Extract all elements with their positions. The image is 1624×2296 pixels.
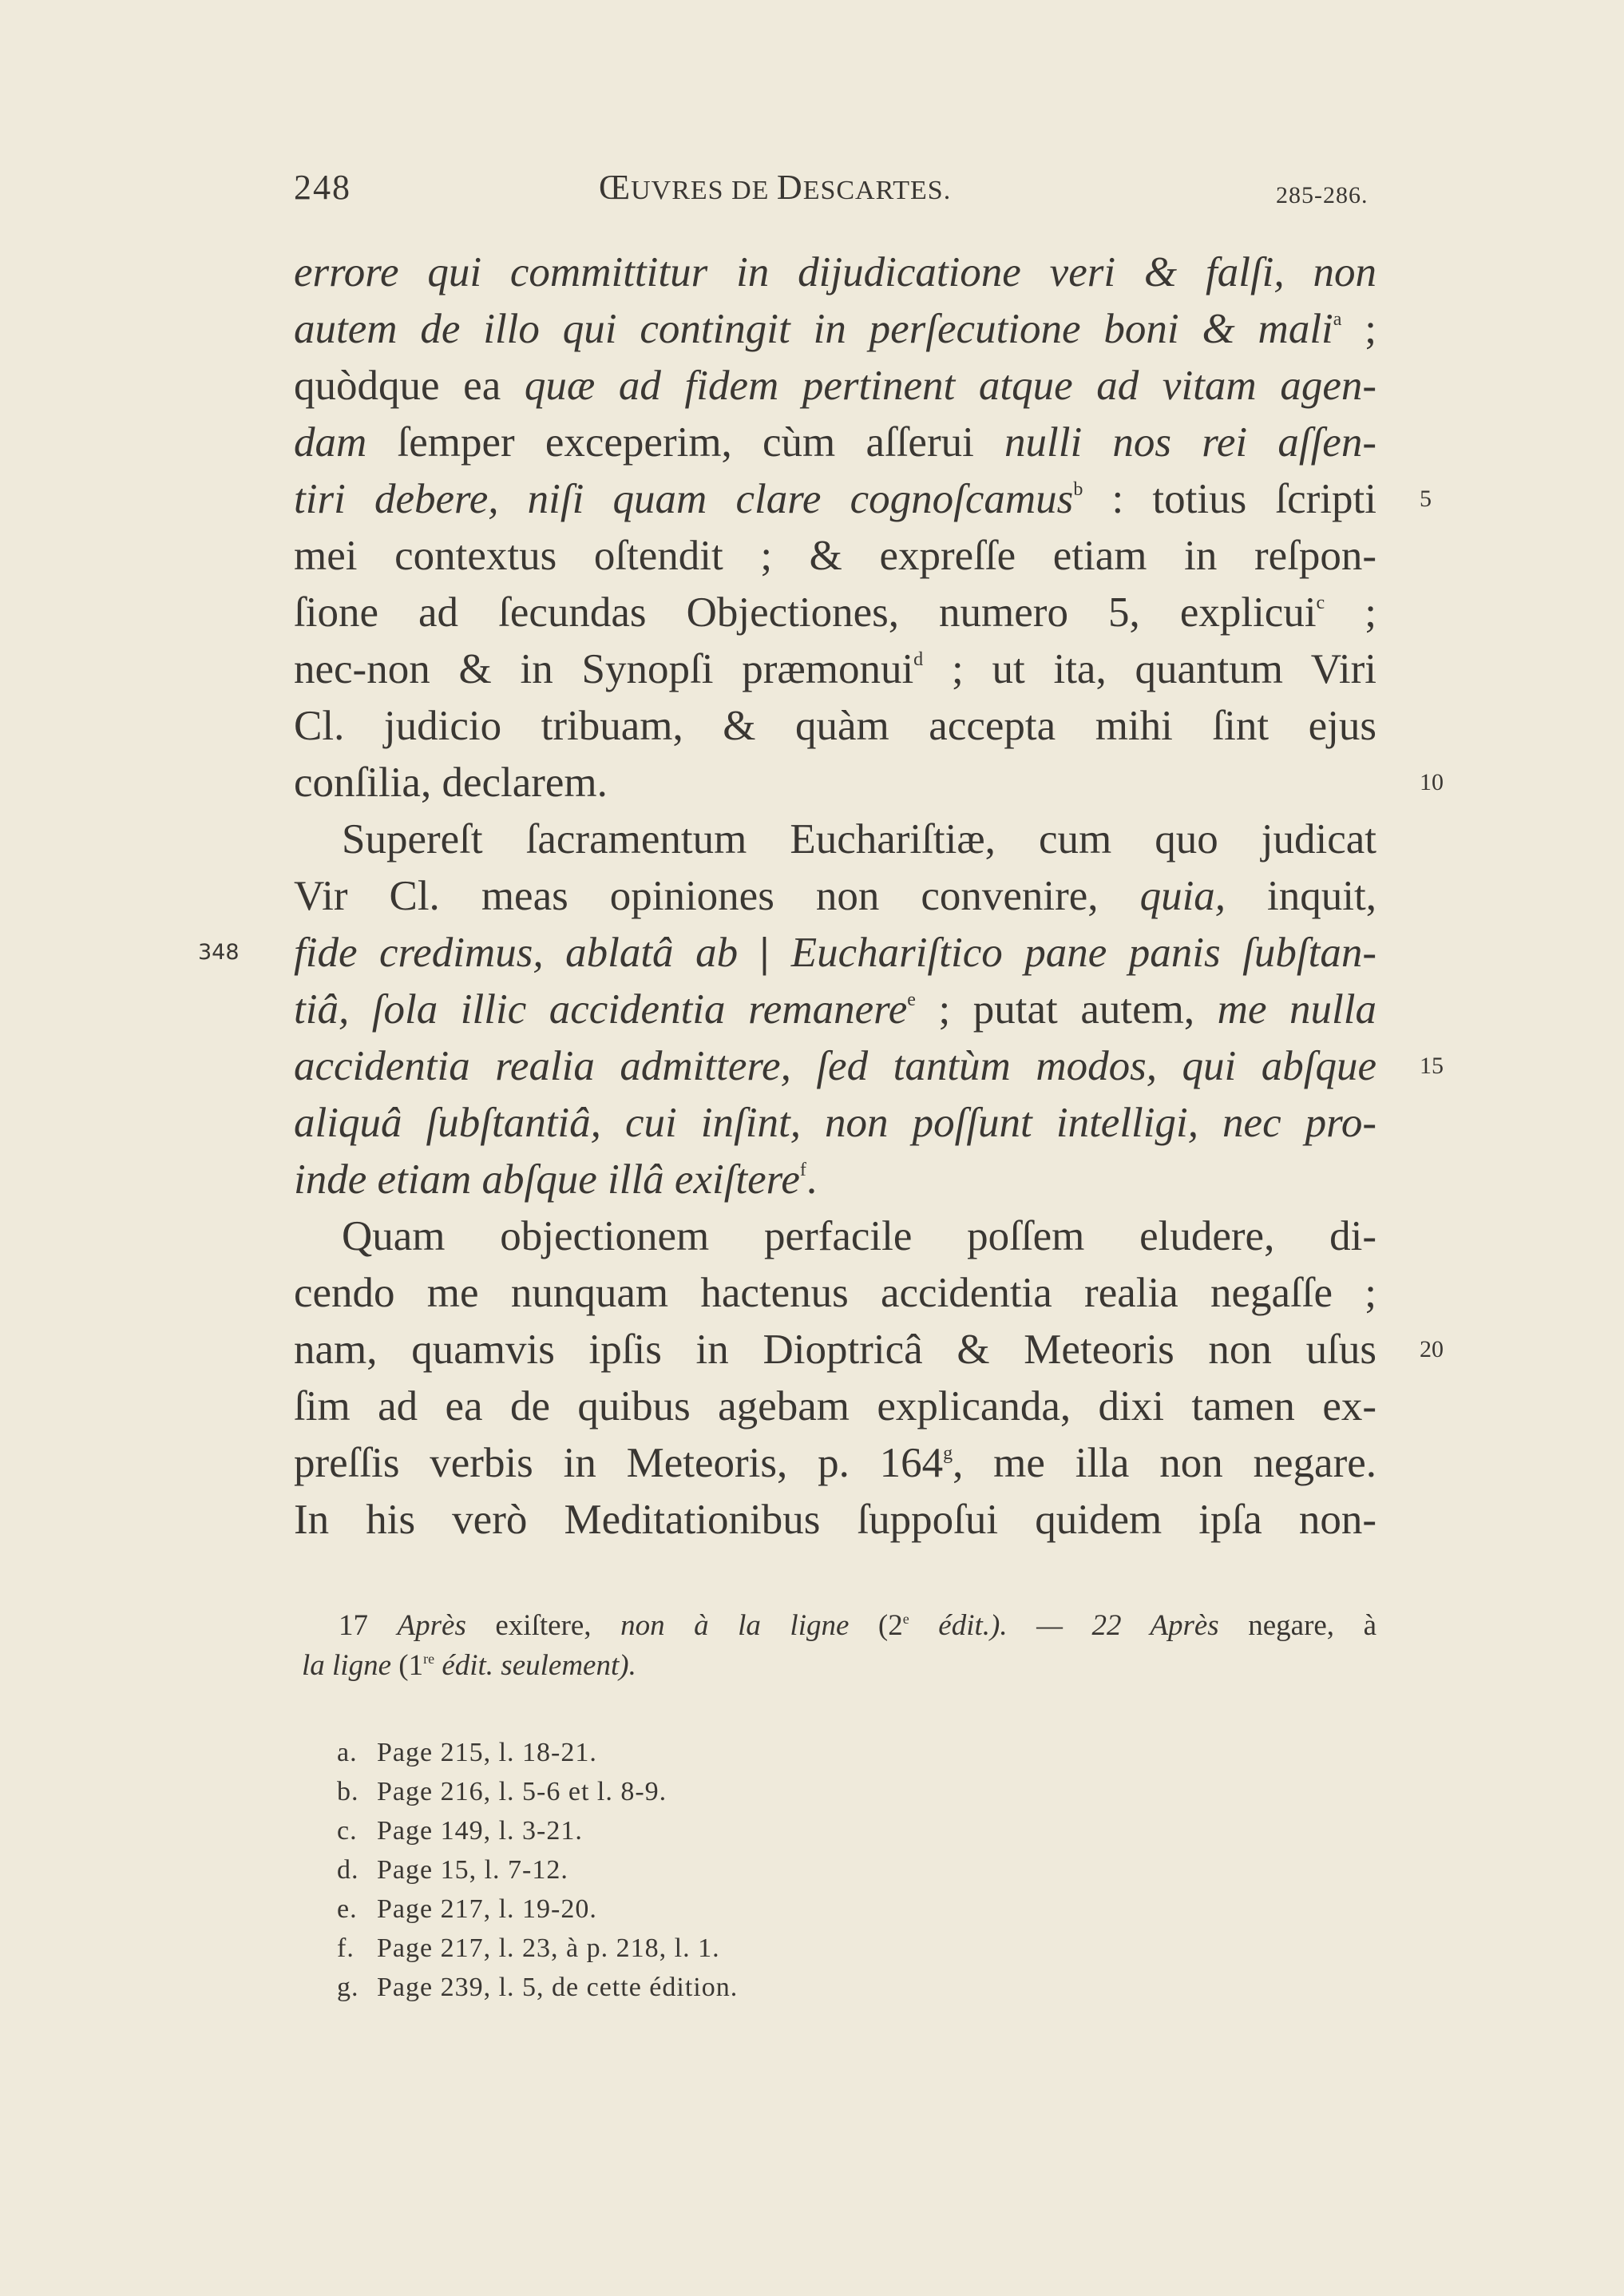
- footnote-ref-b: b: [1073, 479, 1083, 500]
- body-text: mei contextus oſtendit ; & expreſſe etiam in reſpon-: [294, 533, 1376, 579]
- title-initial: Œ: [599, 168, 632, 207]
- variant-text: Après: [1150, 1609, 1219, 1642]
- variant-text: exiſtere,: [465, 1609, 621, 1642]
- body-text: quia,: [1139, 873, 1226, 919]
- body-line-22: [294, 1434, 1376, 1492]
- body-text: tiâ, ſola illic accidentia remanere: [294, 986, 908, 1033]
- body-text: Cl. judicio tribuam, & quàm accepta mihi ſint ejus: [294, 703, 1376, 749]
- footnote-letter: b.: [337, 1777, 359, 1806]
- variant-note-line-1: [339, 1607, 1376, 1645]
- body-text: Supereſt ſacramentum Euchariſtiæ, cum quo judicat: [342, 816, 1376, 862]
- footnote-text: Page 215, l. 18-21.: [377, 1738, 597, 1767]
- body-text: dam: [294, 419, 367, 466]
- variant-text: édit. seulement).: [434, 1649, 636, 1682]
- line-number: 10: [1420, 769, 1444, 795]
- footnote-ref-c: c: [1316, 593, 1325, 613]
- body-text: me nulla: [1217, 986, 1376, 1033]
- body-text: nam, quamvis ipſis in Dioptricâ & Meteoris non uſus: [294, 1326, 1376, 1373]
- body-line-13: [294, 924, 1376, 981]
- body-text: In his verò Meditationibus ſuppoſui quidem ipſa non-: [294, 1497, 1376, 1543]
- footnote-letter: f.: [337, 1933, 355, 1963]
- footnote-e: [337, 1890, 597, 1929]
- body-text: inquit,: [1226, 873, 1376, 919]
- body-line-4: [294, 414, 1376, 471]
- footnote-ref-a: a: [1333, 309, 1342, 330]
- body-line-12: [294, 867, 1376, 925]
- body-text: preſſis verbis in Meteoris, p. 164: [294, 1440, 944, 1486]
- line-number: 20: [1420, 1336, 1444, 1362]
- body-text: .: [806, 1156, 818, 1203]
- margin-reference: 348: [198, 940, 240, 965]
- variant-text: negare, à: [1218, 1609, 1377, 1642]
- body-line-18: [294, 1207, 1376, 1265]
- footnote-text: Page 216, l. 5-6 et l. 8-9.: [377, 1777, 667, 1806]
- footnote-a: [337, 1733, 597, 1772]
- body-text: ; ut ita, quantum Viri: [923, 646, 1376, 692]
- variant-text: 17: [339, 1609, 398, 1642]
- body-text: Vir Cl. meas opiniones non convenire,: [294, 873, 1140, 919]
- body-text: fide credimus, ablatâ ab: [294, 930, 760, 976]
- body-line-8: [294, 640, 1376, 698]
- footnote-f: [337, 1929, 720, 1968]
- page-reference: 285-286.: [1276, 182, 1369, 208]
- footnote-letter: a.: [337, 1738, 358, 1767]
- running-title: [599, 164, 951, 215]
- page-break-marker: |: [759, 930, 770, 976]
- title-part-2: ESCARTES.: [802, 176, 952, 205]
- body-line-20: [294, 1321, 1376, 1378]
- body-line-14: [294, 981, 1376, 1038]
- variant-text: la ligne: [302, 1649, 392, 1682]
- body-text: quòdque ea: [294, 363, 525, 409]
- footnote-ref-d: d: [913, 649, 924, 670]
- body-text: ;: [1341, 306, 1376, 352]
- body-text: nec-non & in Synopſi præmonui: [294, 646, 914, 692]
- body-text: ; putat autem,: [915, 986, 1218, 1033]
- variant-sup: re: [423, 1651, 435, 1667]
- footnote-ref-e: e: [907, 989, 916, 1010]
- body-text: ;: [1325, 589, 1376, 636]
- body-text: inde etiam abſque illâ exiſtere: [294, 1156, 800, 1203]
- footnote-c: [337, 1811, 583, 1850]
- body-line-2: [294, 300, 1376, 358]
- footnote-g: [337, 1968, 738, 2007]
- body-text: Quam objectionem perfacile poſſem eludere, di-: [342, 1213, 1376, 1259]
- title-part-1: UVRES DE: [631, 176, 777, 205]
- variant-text: (1: [391, 1649, 424, 1682]
- body-text: accidentia realia admittere, ſed tantùm modos, qui abſque: [294, 1043, 1376, 1089]
- footnote-letter: g.: [337, 1973, 359, 2002]
- body-line-1: [294, 244, 1376, 301]
- footnote-text: Page 239, l. 5, de cette édition.: [377, 1973, 739, 2002]
- body-line-3: [294, 357, 1376, 414]
- body-text: tiri debere, niſi quam clare cognoſcamus: [294, 476, 1074, 522]
- body-text: ſione ad ſecundas Objectiones, numero 5, explicui: [294, 589, 1317, 636]
- body-text: , me illa non negare.: [953, 1440, 1376, 1486]
- line-number: 5: [1420, 486, 1432, 512]
- page-number: 248: [294, 168, 351, 207]
- body-text: autem de illo qui contingit in perſecutione boni & mali: [294, 306, 1333, 352]
- body-text: quæ ad fidem pertinent atque ad vitam agen-: [524, 363, 1377, 409]
- footnote-d: [337, 1850, 568, 1890]
- body-text: nulli nos rei aſſen-: [1004, 419, 1376, 466]
- body-line-17: [294, 1151, 1376, 1208]
- footnote-letter: e.: [337, 1894, 358, 1924]
- footnote-text: Page 149, l. 3-21.: [377, 1816, 583, 1846]
- footnote-letter: d.: [337, 1855, 359, 1885]
- footnote-text: Page 217, l. 19-20.: [377, 1894, 597, 1924]
- body-line-5: [294, 470, 1376, 528]
- variant-note-line-2: [302, 1647, 1100, 1685]
- footnote-text: Page 217, l. 23, à p. 218, l. 1.: [377, 1933, 720, 1963]
- body-text: : totius ſcripti: [1083, 476, 1376, 522]
- body-line-23: [294, 1491, 1376, 1549]
- body-line-16: [294, 1094, 1376, 1152]
- title-initial-2: D: [776, 168, 803, 207]
- body-text: aliquâ ſubſtantiâ, cui inſint, non poſſunt intelligi, nec pro-: [294, 1100, 1376, 1146]
- body-text: cendo me nunquam hactenus accidentia realia negaſſe ;: [294, 1270, 1376, 1316]
- body-line-21: [294, 1378, 1376, 1435]
- body-line-6: [294, 527, 1376, 585]
- footnote-ref-f: f: [799, 1160, 806, 1180]
- body-line-11: [294, 811, 1376, 868]
- body-line-10: [294, 754, 1376, 811]
- variant-text: (2: [849, 1609, 903, 1642]
- footnote-text: Page 15, l. 7-12.: [377, 1855, 568, 1885]
- body-line-19: [294, 1264, 1376, 1322]
- variant-sup: e: [902, 1611, 909, 1627]
- variant-text: édit.). — 22: [909, 1609, 1151, 1642]
- body-text: ſemper exceperim, cùm aſſerui: [366, 419, 1005, 466]
- body-text: errore qui committitur in dijudicatione veri & falſi, non: [294, 249, 1376, 295]
- body-text: ſim ad ea de quibus agebam explicanda, dixi tamen ex-: [294, 1383, 1376, 1430]
- footnote-letter: c.: [337, 1816, 358, 1846]
- variant-text: non à la ligne: [620, 1609, 850, 1642]
- variant-text: Après: [397, 1609, 466, 1642]
- body-text: conſilia, declarem.: [294, 759, 608, 806]
- body-line-15: [294, 1037, 1376, 1095]
- footnote-b: [337, 1772, 667, 1811]
- body-text: Euchariſtico pane panis ſubſtan-: [769, 930, 1376, 976]
- body-line-9: [294, 697, 1376, 755]
- line-number: 15: [1420, 1053, 1444, 1079]
- footnote-ref-g: g: [943, 1443, 953, 1464]
- body-line-7: [294, 584, 1376, 641]
